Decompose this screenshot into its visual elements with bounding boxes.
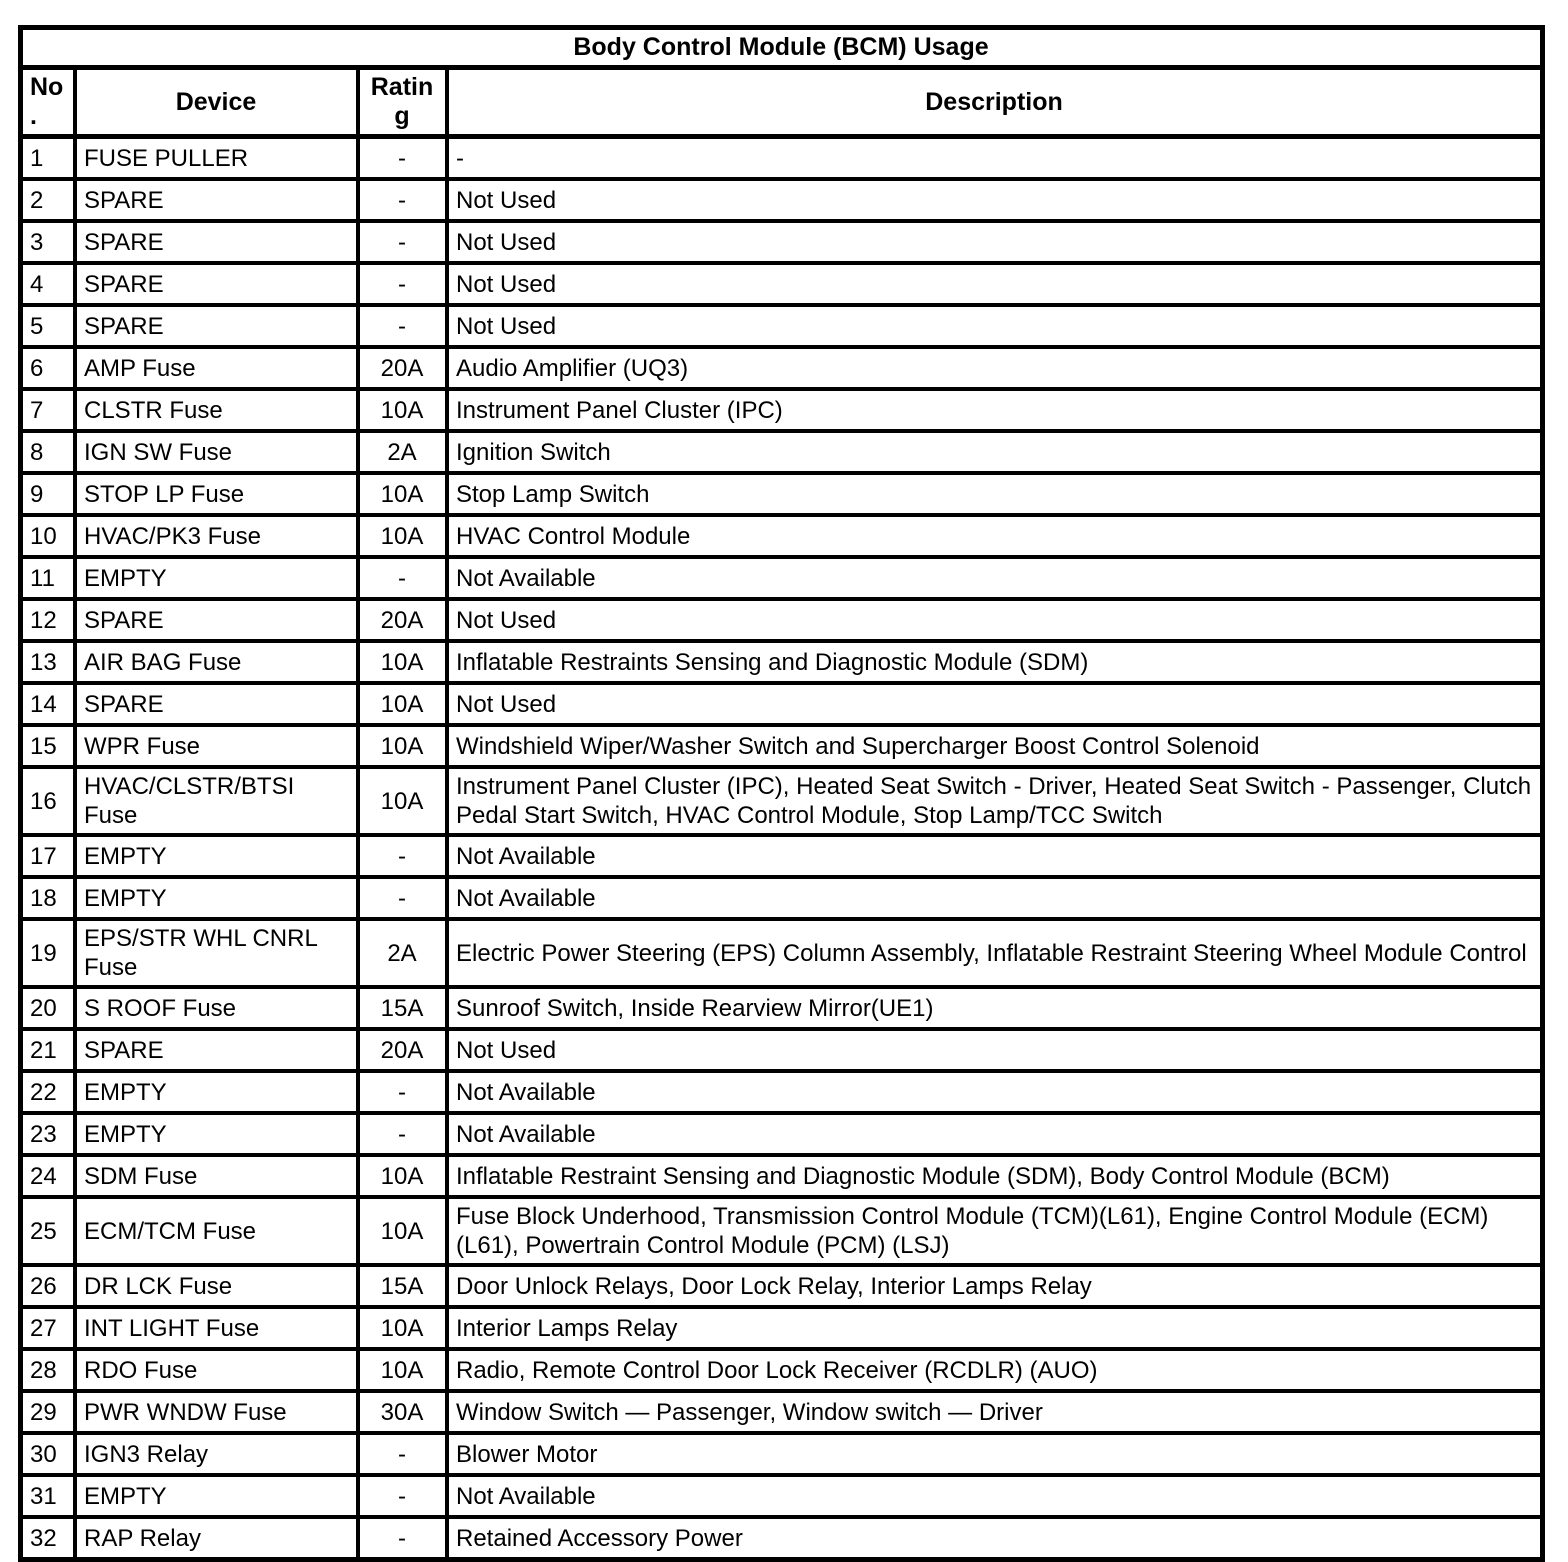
cell-rating: -	[358, 1113, 447, 1155]
cell-rating: 15A	[358, 1265, 447, 1307]
cell-rating: -	[358, 137, 447, 179]
cell-device: EMPTY	[75, 1475, 358, 1517]
cell-no: 8	[21, 431, 75, 473]
cell-device: SPARE	[75, 599, 358, 641]
table-row	[21, 137, 1542, 179]
cell-description: Inflatable Restraints Sensing and Diagnostic Module (SDM)	[447, 641, 1542, 683]
table-title-row	[21, 28, 1542, 68]
cell-rating: 10A	[358, 641, 447, 683]
table-row	[21, 515, 1542, 557]
table-row	[21, 835, 1542, 877]
cell-description: Ignition Switch	[447, 431, 1542, 473]
cell-device: EMPTY	[75, 1113, 358, 1155]
cell-rating: 10A	[358, 1155, 447, 1197]
cell-description: HVAC Control Module	[447, 515, 1542, 557]
cell-description: Instrument Panel Cluster (IPC)	[447, 389, 1542, 431]
cell-description: Radio, Remote Control Door Lock Receiver (RCDLR) (AUO)	[447, 1349, 1542, 1391]
cell-description: Stop Lamp Switch	[447, 473, 1542, 515]
cell-device: HVAC/CLSTR/BTSI Fuse	[75, 767, 358, 835]
cell-description: Not Used	[447, 599, 1542, 641]
cell-device: PWR WNDW Fuse	[75, 1391, 358, 1433]
cell-description: Interior Lamps Relay	[447, 1307, 1542, 1349]
cell-device: SPARE	[75, 263, 358, 305]
cell-rating: -	[358, 1475, 447, 1517]
cell-no: 19	[21, 919, 75, 987]
cell-rating: 10A	[358, 473, 447, 515]
table-row	[21, 557, 1542, 599]
cell-description: Not Used	[447, 305, 1542, 347]
cell-rating: -	[358, 179, 447, 221]
cell-description: Not Available	[447, 1071, 1542, 1113]
cell-rating: -	[358, 557, 447, 599]
cell-no: 14	[21, 683, 75, 725]
cell-device: FUSE PULLER	[75, 137, 358, 179]
cell-description: Blower Motor	[447, 1433, 1542, 1475]
table-row	[21, 473, 1542, 515]
table-header-row	[21, 68, 1542, 137]
table-row	[21, 1391, 1542, 1433]
cell-no: 9	[21, 473, 75, 515]
cell-rating: -	[358, 305, 447, 347]
cell-rating: -	[358, 221, 447, 263]
cell-device: DR LCK Fuse	[75, 1265, 358, 1307]
cell-device: EPS/STR WHL CNRL Fuse	[75, 919, 358, 987]
column-header-description: Description	[447, 68, 1542, 137]
cell-device: IGN3 Relay	[75, 1433, 358, 1475]
table-row	[21, 347, 1542, 389]
table-row	[21, 1307, 1542, 1349]
cell-device: SPARE	[75, 221, 358, 263]
table-row	[21, 767, 1542, 835]
cell-device: EMPTY	[75, 1071, 358, 1113]
cell-no: 18	[21, 877, 75, 919]
cell-no: 2	[21, 179, 75, 221]
bcm-usage-table	[18, 25, 1545, 1562]
cell-description: Not Used	[447, 683, 1542, 725]
table-row	[21, 431, 1542, 473]
column-header-no: No.	[21, 68, 75, 137]
cell-description: Fuse Block Underhood, Transmission Control Module (TCM)(L61), Engine Control Module (ECM)(L61), Powertrain Control Module (PCM) (LSJ)	[447, 1197, 1542, 1265]
cell-device: ECM/TCM Fuse	[75, 1197, 358, 1265]
table-row	[21, 305, 1542, 347]
table-row	[21, 1071, 1542, 1113]
table-row	[21, 221, 1542, 263]
cell-rating: 10A	[358, 389, 447, 431]
cell-no: 28	[21, 1349, 75, 1391]
cell-no: 7	[21, 389, 75, 431]
cell-description: Door Unlock Relays, Door Lock Relay, Interior Lamps Relay	[447, 1265, 1542, 1307]
cell-rating: -	[358, 877, 447, 919]
cell-rating: 10A	[358, 683, 447, 725]
cell-device: SDM Fuse	[75, 1155, 358, 1197]
cell-no: 3	[21, 221, 75, 263]
table-row	[21, 1349, 1542, 1391]
table-row	[21, 1475, 1542, 1517]
cell-description: Electric Power Steering (EPS) Column Assembly, Inflatable Restraint Steering Wheel Module Control	[447, 919, 1542, 987]
cell-description: Not Available	[447, 1113, 1542, 1155]
cell-no: 15	[21, 725, 75, 767]
cell-device: CLSTR Fuse	[75, 389, 358, 431]
cell-device: RAP Relay	[75, 1517, 358, 1559]
table-row	[21, 683, 1542, 725]
table-row	[21, 1029, 1542, 1071]
table-row	[21, 1265, 1542, 1307]
cell-rating: -	[358, 1071, 447, 1113]
cell-no: 29	[21, 1391, 75, 1433]
cell-description: Not Used	[447, 263, 1542, 305]
cell-rating: 20A	[358, 1029, 447, 1071]
cell-device: SPARE	[75, 179, 358, 221]
cell-no: 17	[21, 835, 75, 877]
cell-no: 4	[21, 263, 75, 305]
cell-no: 5	[21, 305, 75, 347]
cell-device: SPARE	[75, 1029, 358, 1071]
table-row	[21, 1113, 1542, 1155]
cell-no: 22	[21, 1071, 75, 1113]
table-row	[21, 1517, 1542, 1559]
cell-no: 10	[21, 515, 75, 557]
cell-no: 27	[21, 1307, 75, 1349]
cell-description: Audio Amplifier (UQ3)	[447, 347, 1542, 389]
cell-no: 24	[21, 1155, 75, 1197]
cell-description: Not Available	[447, 877, 1542, 919]
cell-rating: 10A	[358, 1349, 447, 1391]
table-body	[21, 137, 1542, 1559]
cell-rating: 10A	[358, 767, 447, 835]
cell-description: Not Available	[447, 557, 1542, 599]
cell-no: 6	[21, 347, 75, 389]
cell-rating: -	[358, 835, 447, 877]
cell-no: 13	[21, 641, 75, 683]
cell-description: Not Available	[447, 835, 1542, 877]
cell-device: STOP LP Fuse	[75, 473, 358, 515]
cell-rating: 30A	[358, 1391, 447, 1433]
table-title: Body Control Module (BCM) Usage	[21, 28, 1542, 68]
cell-description: Not Used	[447, 221, 1542, 263]
table-row	[21, 599, 1542, 641]
cell-device: IGN SW Fuse	[75, 431, 358, 473]
cell-rating: -	[358, 1433, 447, 1475]
table-row	[21, 389, 1542, 431]
cell-description: Not Available	[447, 1475, 1542, 1517]
cell-rating: 20A	[358, 599, 447, 641]
cell-no: 11	[21, 557, 75, 599]
cell-rating: 10A	[358, 1307, 447, 1349]
cell-rating: 10A	[358, 515, 447, 557]
column-header-rating: Rating	[358, 68, 447, 137]
table-row	[21, 179, 1542, 221]
cell-device: INT LIGHT Fuse	[75, 1307, 358, 1349]
cell-rating: -	[358, 1517, 447, 1559]
cell-no: 21	[21, 1029, 75, 1071]
table-row	[21, 877, 1542, 919]
cell-no: 20	[21, 987, 75, 1029]
cell-device: RDO Fuse	[75, 1349, 358, 1391]
cell-description: Retained Accessory Power	[447, 1517, 1542, 1559]
cell-no: 23	[21, 1113, 75, 1155]
cell-description: Not Used	[447, 1029, 1542, 1071]
cell-no: 26	[21, 1265, 75, 1307]
cell-rating: 10A	[358, 1197, 447, 1265]
cell-no: 25	[21, 1197, 75, 1265]
cell-device: S ROOF Fuse	[75, 987, 358, 1029]
cell-device: AMP Fuse	[75, 347, 358, 389]
cell-description: Inflatable Restraint Sensing and Diagnostic Module (SDM), Body Control Module (BCM)	[447, 1155, 1542, 1197]
cell-device: AIR BAG Fuse	[75, 641, 358, 683]
table-row	[21, 725, 1542, 767]
cell-no: 31	[21, 1475, 75, 1517]
cell-device: SPARE	[75, 305, 358, 347]
table-row	[21, 1433, 1542, 1475]
cell-no: 12	[21, 599, 75, 641]
cell-device: HVAC/PK3 Fuse	[75, 515, 358, 557]
cell-device: SPARE	[75, 683, 358, 725]
cell-no: 30	[21, 1433, 75, 1475]
cell-rating: 10A	[358, 725, 447, 767]
table-row	[21, 1197, 1542, 1265]
cell-rating: 20A	[358, 347, 447, 389]
cell-rating: 2A	[358, 919, 447, 987]
cell-device: EMPTY	[75, 557, 358, 599]
cell-description: Sunroof Switch, Inside Rearview Mirror(UE1)	[447, 987, 1542, 1029]
cell-no: 32	[21, 1517, 75, 1559]
column-header-device: Device	[75, 68, 358, 137]
cell-rating: 2A	[358, 431, 447, 473]
cell-no: 1	[21, 137, 75, 179]
cell-device: EMPTY	[75, 877, 358, 919]
cell-device: WPR Fuse	[75, 725, 358, 767]
cell-description: Instrument Panel Cluster (IPC), Heated Seat Switch - Driver, Heated Seat Switch - Passenger, Clutch Pedal Start Switch, HVAC Control Module, Stop Lamp/TCC Switch	[447, 767, 1542, 835]
cell-description: Windshield Wiper/Washer Switch and Supercharger Boost Control Solenoid	[447, 725, 1542, 767]
cell-rating: -	[358, 263, 447, 305]
cell-description: Window Switch — Passenger, Window switch — Driver	[447, 1391, 1542, 1433]
cell-description: -	[447, 137, 1542, 179]
cell-rating: 15A	[358, 987, 447, 1029]
table-row	[21, 263, 1542, 305]
cell-description: Not Used	[447, 179, 1542, 221]
table-row	[21, 987, 1542, 1029]
table-row	[21, 1155, 1542, 1197]
table-row	[21, 919, 1542, 987]
cell-device: EMPTY	[75, 835, 358, 877]
cell-no: 16	[21, 767, 75, 835]
table-row	[21, 641, 1542, 683]
